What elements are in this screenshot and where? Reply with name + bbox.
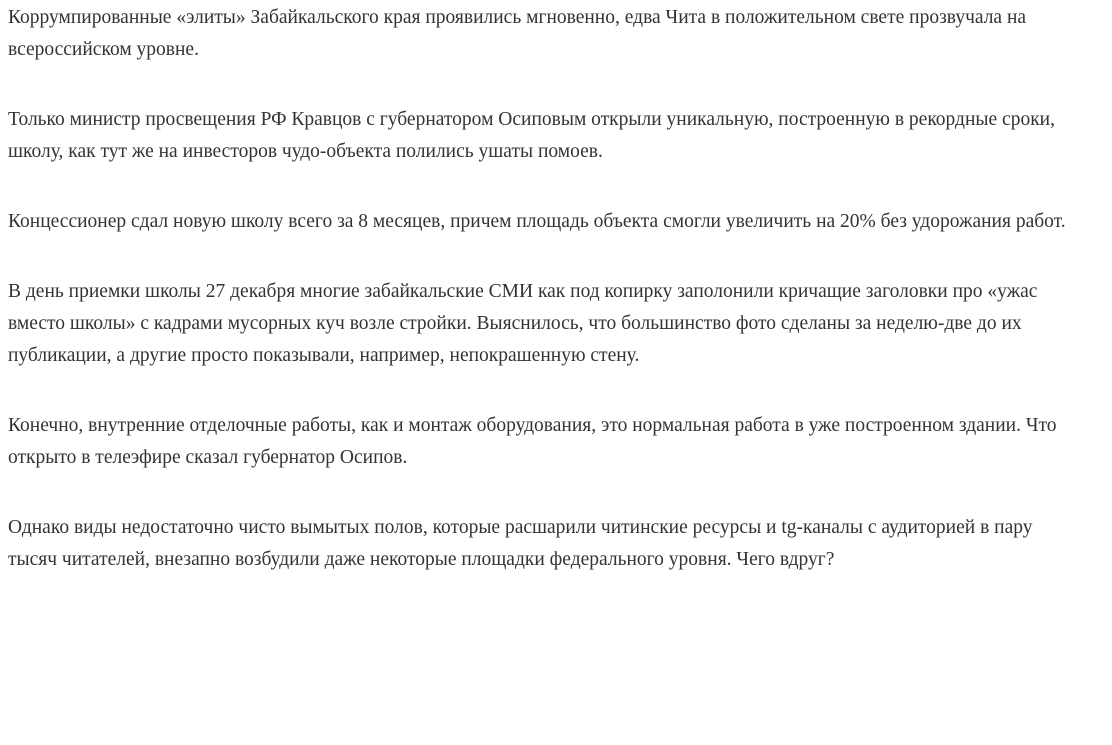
article-paragraph-4: В день приемки школы 27 декабря многие забайкальские СМИ как под копирку заполонили кричащие заголовки про «ужас вместо школы» с кадрами мусорных куч возле стройки. Выяснилось, что большинство фото сделаны за неделю-две до их публикации, а другие просто показывали, например, непокрашенную стену. — [8, 281, 1038, 366]
article-paragraph-3: Концессионер сдал новую школу всего за 8 месяцев, причем площадь объекта смогли увеличить на 20% без удорожания работ. — [8, 211, 1066, 232]
article-paragraph-5: Конечно, внутренние отделочные работы, как и монтаж оборудования, это нормальная работа в уже построенном здании. Что открыто в телеэфире сказал губернатор Осипов. — [8, 415, 1057, 468]
article-paragraph-1: Коррумпированные «элиты» Забайкальского края проявились мгновенно, едва Чита в положительном свете прозвучала на всероссийском уровне. — [8, 7, 1027, 60]
article-paragraph-6: Однако виды недостаточно чисто вымытых полов, которые расшарили читинские ресурсы и tg-каналы с аудиторией в пару тысяч читателей, внезапно возбудили даже некоторые площадки федерального уровня. Чего вдруг? — [8, 517, 1033, 570]
article-paragraph-2: Только министр просвещения РФ Кравцов с губернатором Осиповым открыли уникальную, построенную в рекордные сроки, школу, как тут же на инвесторов чудо-объекта полились ушаты помоев. — [8, 109, 1055, 162]
